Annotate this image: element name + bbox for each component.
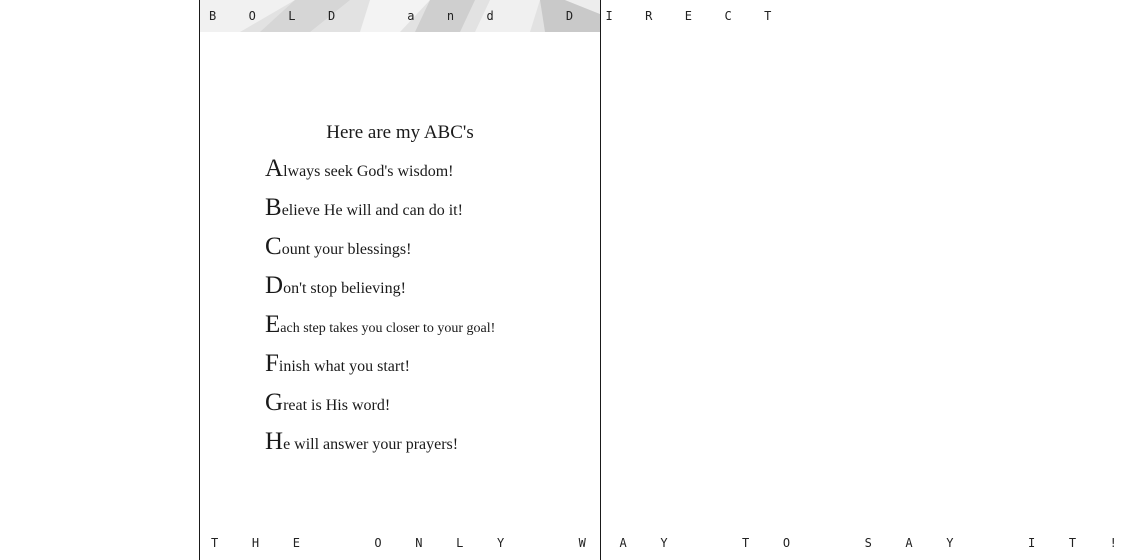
header-banner (200, 0, 784, 32)
list-item (265, 310, 495, 349)
drop-initial: A (265, 155, 284, 182)
drop-initial: C (265, 233, 282, 260)
list-item-text: e will answer your prayers! (283, 436, 459, 453)
list-item-text: lways seek God's wisdom! (283, 163, 454, 180)
list-item-text: inish what you start! (278, 358, 410, 375)
list-item-text: elieve He will and can do it! (281, 202, 463, 219)
page-title: Here are my ABC's (326, 122, 474, 143)
list-item (265, 349, 495, 388)
drop-initial: D (265, 272, 284, 299)
abc-list (265, 154, 495, 466)
poster-page (199, 0, 1130, 560)
header-banner-text: B O L D a n d D I R E C T (209, 9, 784, 23)
list-item (265, 154, 495, 193)
list-item (265, 271, 495, 310)
list-item-text: ach step takes you closer to your goal! (280, 321, 496, 336)
drop-initial: G (265, 389, 284, 416)
drop-initial: F (265, 350, 279, 377)
list-item-text: reat is His word! (283, 397, 391, 414)
list-item (265, 388, 495, 427)
list-item-text: on't stop believing! (283, 280, 406, 297)
list-item-text: ount your blessings! (281, 241, 412, 258)
list-item (265, 232, 495, 271)
footer-tagline: T H E O N L Y W A Y T O S A Y I T ! (211, 536, 1130, 550)
drop-initial: E (265, 311, 281, 338)
drop-initial: B (265, 194, 282, 221)
list-item (265, 427, 495, 466)
list-item (265, 193, 495, 232)
drop-initial: H (265, 428, 284, 455)
